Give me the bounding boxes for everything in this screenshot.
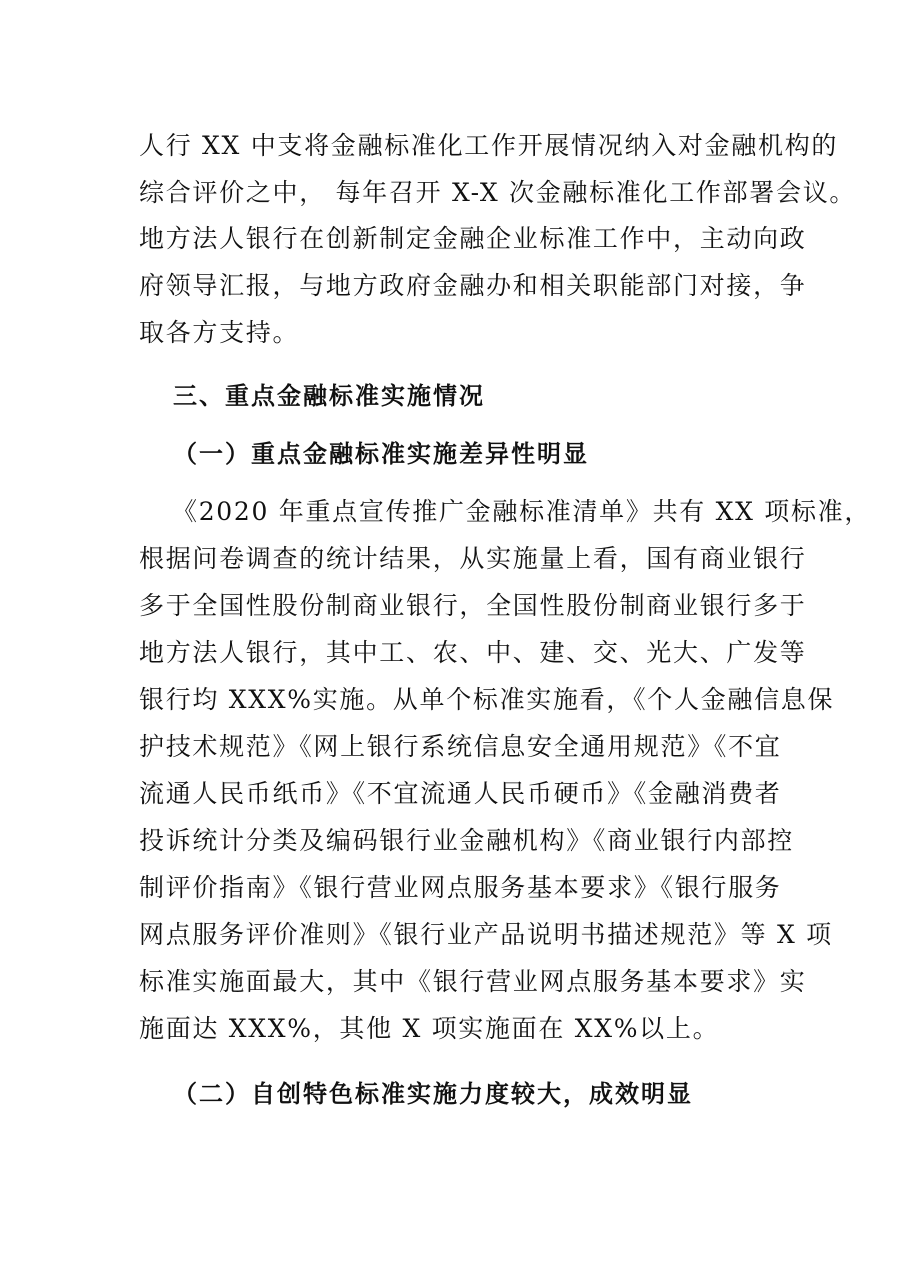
subsection-1-heading: （一）重点金融标准实施差异性明显 — [173, 440, 589, 468]
paragraph-2-line-11: 标准实施面最大，其中《银行营业网点服务基本要求》实 — [139, 967, 807, 996]
paragraph-2-line-2: 根据问卷调查的统计结果，从实施量上看，国有商业银行 — [139, 544, 807, 573]
paragraph-2-line-8: 投诉统计分类及编码银行业金融机构》《商业银行内部控 — [139, 826, 795, 855]
paragraph-1-line-4: 府领导汇报，与地方政府金融办和相关职能部门对接，争 — [139, 271, 807, 300]
section-3-heading: 三、重点金融标准实施情况 — [173, 382, 485, 410]
paragraph-2-line-5: 银行均 XXX%实施。从单个标准实施看，《个人金融信息保 — [139, 685, 835, 714]
paragraph-2-line-12: 施面达 XXX%，其他 X 项实施面在 XX%以上。 — [139, 1014, 720, 1043]
subsection-2-heading: （二）自创特色标准实施力度较大，成效明显 — [173, 1080, 693, 1108]
paragraph-2-line-10: 网点服务评价准则》《银行业产品说明书描述规范》等 X 项 — [139, 920, 833, 949]
paragraph-1-line-5: 取各方支持。 — [139, 318, 300, 347]
paragraph-2-line-7: 流通人民币纸币》《不宜流通人民币硬币》《金融消费者 — [139, 779, 782, 808]
paragraph-2-line-6: 护技术规范》《网上银行系统信息安全通用规范》《不宜 — [139, 732, 782, 761]
paragraph-2-line-1: 《2020 年重点宣传推广金融标准清单》共有 XX 项标准， — [172, 497, 872, 526]
paragraph-1-line-1: 人行 XX 中支将金融标准化工作开展情况纳入对金融机构的 — [139, 131, 839, 160]
paragraph-1-line-3: 地方法人银行在创新制定金融企业标准工作中，主动向政 — [139, 224, 807, 253]
paragraph-1-line-2: 综合评价之中， 每年召开 X-X 次金融标准化工作部署会议。 — [139, 178, 857, 207]
paragraph-2-line-3: 多于全国性股份制商业银行，全国性股份制商业银行多于 — [139, 591, 807, 620]
paragraph-2-line-4: 地方法人银行，其中工、农、中、建、交、光大、广发等 — [139, 638, 807, 667]
paragraph-2-line-9: 制评价指南》《银行营业网点服务基本要求》《银行服务 — [139, 873, 782, 902]
